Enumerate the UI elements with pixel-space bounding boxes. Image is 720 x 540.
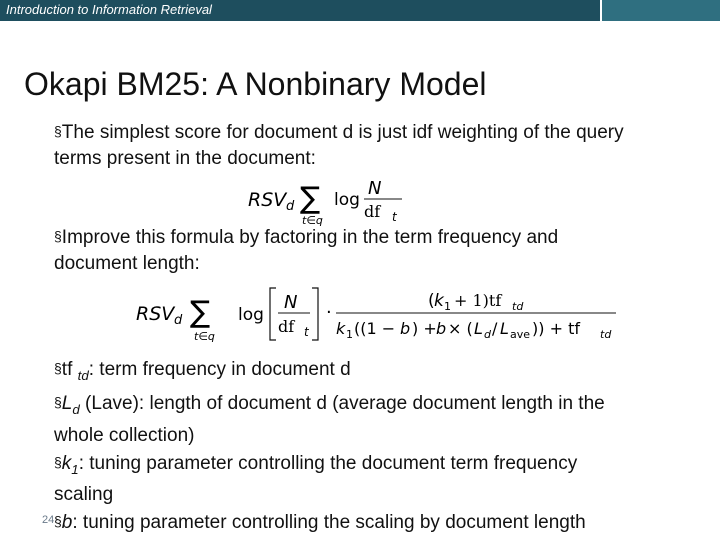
- rsv-subscript: d: [286, 199, 295, 214]
- b-symbol: b: [436, 319, 447, 338]
- def-l: [54, 389, 605, 449]
- lave-symbol: L: [500, 319, 509, 338]
- def-l-text-1: (Lave): length of document d (average document length in the: [79, 392, 605, 414]
- sum-icon: ∑: [190, 295, 211, 330]
- def-l-text-2: whole collection): [54, 424, 195, 446]
- denominator-td: td: [600, 328, 612, 341]
- def-l-label: L: [61, 392, 73, 414]
- right-bracket: [312, 288, 318, 340]
- sum-subscript: t∈q: [302, 214, 323, 227]
- left-bracket: [270, 288, 276, 340]
- course-title: Introduction to Information Retrieval: [6, 2, 212, 17]
- numerator-n: N: [284, 292, 298, 313]
- k1-symbol: k: [336, 319, 346, 338]
- def-k1-subscript: 1: [71, 461, 79, 477]
- numerator-n: N: [368, 178, 382, 199]
- bullet-icon: §: [54, 228, 62, 244]
- denominator-df: df: [278, 317, 295, 336]
- denominator-t: t: [392, 210, 397, 224]
- bullet-2-line-1: Improve this formula by factoring in the term frequency and: [61, 227, 559, 248]
- rsv-symbol: RSV: [248, 189, 287, 211]
- bullet-icon: §: [54, 123, 62, 139]
- denominator-df: df: [364, 202, 381, 221]
- denominator-open: ((1 −: [354, 319, 396, 338]
- def-b-text: : tuning parameter controlling the scaling by document length: [72, 512, 586, 534]
- plus-operator: ) +: [412, 319, 437, 338]
- slide-title: Okapi BM25: A Nonbinary Model: [24, 66, 487, 102]
- rsv-subscript: d: [174, 313, 183, 328]
- k1-subscript: 1: [444, 300, 451, 313]
- def-tf-subscript: td: [77, 367, 89, 383]
- bullet-1: [54, 118, 624, 172]
- bullet-icon: §: [54, 393, 62, 410]
- def-tf-text: : term frequency in document d: [88, 359, 351, 380]
- header-accent: [602, 0, 720, 21]
- def-k1-text-2: scaling: [54, 484, 114, 506]
- bullet-icon: §: [54, 360, 62, 376]
- division-slash: /: [492, 319, 498, 338]
- ld-subscript: d: [484, 328, 491, 341]
- sum-subscript: t∈q: [194, 330, 215, 343]
- def-l-subscript: d: [72, 401, 80, 417]
- def-k1: [54, 449, 605, 509]
- page-number: 24: [42, 514, 55, 526]
- log-label: log: [334, 190, 360, 210]
- denominator-t: t: [304, 325, 309, 339]
- def-k1-text-1: : tuning parameter controlling the document term frequency: [78, 452, 578, 474]
- bullet-2-line-2: document length:: [54, 253, 200, 274]
- numerator-td: td: [512, 300, 524, 313]
- rsv-symbol: RSV: [136, 303, 175, 325]
- k1-symbol: k: [434, 291, 444, 311]
- lave-subscript: ave: [510, 328, 531, 341]
- def-tf-label: tf: [61, 359, 73, 380]
- definitions-list: [54, 355, 605, 536]
- def-b-label: b: [61, 512, 73, 534]
- bullet-icon: §: [54, 513, 62, 530]
- b-symbol: b: [400, 319, 411, 338]
- numerator-tf: + 1)tf: [454, 291, 502, 310]
- bullet-icon: §: [54, 453, 62, 470]
- bullet-2: [54, 223, 558, 277]
- formula-bm25: [130, 282, 630, 354]
- bullet-1-line-1: The simplest score for document d is just idf weighting of the query: [61, 122, 624, 143]
- log-label: log: [238, 305, 264, 325]
- def-k1-label: k: [61, 452, 72, 474]
- k1-subscript: 1: [346, 328, 353, 341]
- def-tf: [54, 355, 605, 389]
- bullet-1-line-2: terms present in the document:: [54, 148, 316, 169]
- def-b: [54, 508, 605, 536]
- times-operator: × (: [448, 319, 473, 338]
- numerator-paren: (: [428, 291, 435, 311]
- ld-symbol: L: [474, 319, 483, 338]
- dot-operator: ·: [326, 302, 332, 323]
- sum-icon: ∑: [300, 181, 321, 216]
- denominator-close: )) + tf: [532, 319, 580, 338]
